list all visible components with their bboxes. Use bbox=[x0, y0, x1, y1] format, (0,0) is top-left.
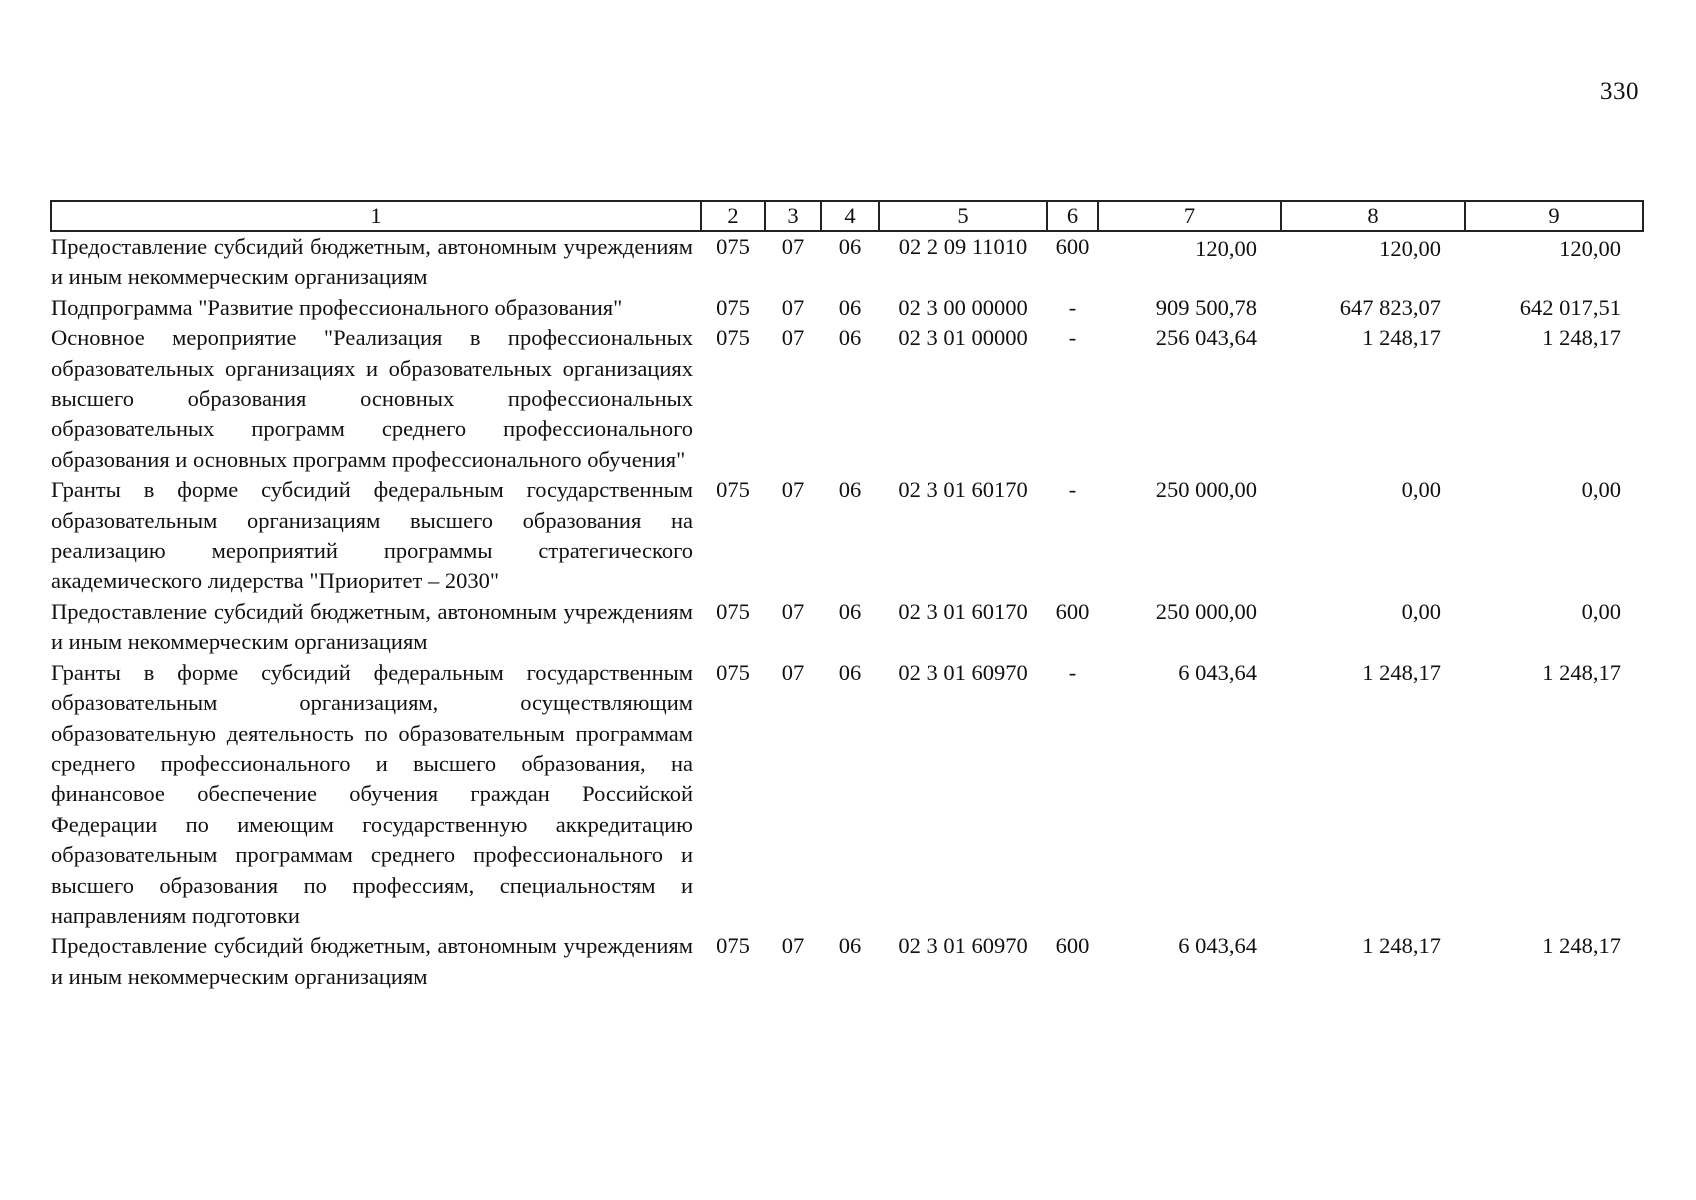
row-amount-col9: 1 248,17 bbox=[1542, 659, 1621, 685]
row-amount-col9: 120,00 bbox=[1559, 236, 1621, 261]
row-amount-col8: 0,00 bbox=[1401, 477, 1441, 503]
row-code-expense-type: - bbox=[1068, 294, 1077, 320]
row-code-section: 07 bbox=[781, 294, 805, 320]
row-name: Предоставление субсидий бюджетным, автономным учреждениям и иным некоммерческим организациям bbox=[51, 234, 693, 290]
row-amount-col8: 120,00 bbox=[1379, 236, 1441, 261]
budget-table bbox=[50, 200, 1644, 992]
table-row bbox=[51, 475, 1643, 597]
column-header-1: 1 bbox=[51, 201, 701, 231]
table-row bbox=[51, 323, 1643, 475]
row-code-subsection: 06 bbox=[838, 234, 862, 259]
row-amount-col9: 642 017,51 bbox=[1519, 294, 1621, 320]
row-code-section: 07 bbox=[781, 933, 805, 959]
row-amount-col7: 6 043,64 bbox=[1178, 659, 1257, 685]
row-name: Предоставление субсидий бюджетным, автономным учреждениям и иным некоммерческим организациям bbox=[51, 933, 693, 989]
column-header-8: 8 bbox=[1281, 201, 1465, 231]
row-code-ministry: 075 bbox=[716, 294, 750, 320]
table-row bbox=[51, 597, 1643, 658]
column-header-2: 2 bbox=[701, 201, 765, 231]
row-name: Основное мероприятие "Реализация в профессиональных образовательных организациях и образовательных организациях высшего образования основных профессиональных образовательных программ среднего профессионального образования и основных программ профессионального обучения" bbox=[51, 325, 693, 472]
row-amount-col7: 256 043,64 bbox=[1155, 325, 1257, 351]
row-code-ministry: 075 bbox=[716, 933, 750, 959]
column-header-4: 4 bbox=[821, 201, 879, 231]
table-row bbox=[51, 658, 1643, 932]
row-code-section: 07 bbox=[781, 659, 805, 685]
table-row bbox=[51, 931, 1643, 992]
row-amount-col9: 0,00 bbox=[1581, 598, 1621, 624]
row-code-section: 07 bbox=[781, 477, 805, 503]
row-code-subsection: 06 bbox=[838, 294, 862, 320]
row-code-subsection: 06 bbox=[838, 598, 862, 624]
row-code-subsection: 06 bbox=[838, 933, 862, 959]
row-amount-col9: 0,00 bbox=[1581, 477, 1621, 503]
row-code-ministry: 075 bbox=[716, 659, 750, 685]
row-code-ministry: 075 bbox=[716, 325, 750, 351]
row-amount-col7: 250 000,00 bbox=[1155, 598, 1257, 624]
row-name: Предоставление субсидий бюджетным, автономным учреждениям и иным некоммерческим организациям bbox=[51, 598, 693, 655]
row-amount-col7: 6 043,64 bbox=[1178, 933, 1257, 959]
row-amount-col8: 1 248,17 bbox=[1362, 325, 1441, 351]
column-header-6: 6 bbox=[1047, 201, 1098, 231]
row-code-target: 02 3 01 60970 bbox=[898, 659, 1028, 685]
row-code-target: 02 2 09 11010 bbox=[898, 234, 1028, 259]
row-code-expense-type: 600 bbox=[1055, 598, 1090, 624]
row-code-subsection: 06 bbox=[838, 325, 862, 351]
column-header-3: 3 bbox=[765, 201, 821, 231]
row-code-target: 02 3 00 00000 bbox=[898, 294, 1028, 320]
row-code-expense-type: - bbox=[1068, 477, 1077, 503]
row-amount-col9: 1 248,17 bbox=[1542, 933, 1621, 959]
row-code-section: 07 bbox=[781, 598, 805, 624]
row-name: Подпрограмма "Развитие профессионального образования" bbox=[51, 294, 623, 320]
row-code-target: 02 3 01 00000 bbox=[898, 325, 1028, 351]
row-amount-col8: 0,00 bbox=[1401, 598, 1441, 624]
row-code-expense-type: 600 bbox=[1055, 933, 1090, 959]
row-code-subsection: 06 bbox=[838, 477, 862, 503]
row-code-ministry: 075 bbox=[716, 477, 750, 503]
row-code-expense-type: - bbox=[1068, 325, 1077, 351]
row-code-target: 02 3 01 60970 bbox=[898, 933, 1028, 959]
row-code-expense-type: 600 bbox=[1055, 234, 1090, 259]
row-code-section: 07 bbox=[781, 234, 805, 259]
row-code-subsection: 06 bbox=[838, 659, 862, 685]
table-row bbox=[51, 293, 1643, 323]
row-amount-col7: 250 000,00 bbox=[1155, 477, 1257, 503]
row-amount-col8: 1 248,17 bbox=[1362, 933, 1441, 959]
row-amount-col7: 120,00 bbox=[1195, 236, 1257, 261]
row-code-ministry: 075 bbox=[716, 234, 750, 259]
row-name: Гранты в форме субсидий федеральным государственным образовательным организациям высшего образования на реализацию мероприятий программы стратегического академического лидерства "Приоритет – 2030" bbox=[51, 477, 693, 594]
row-code-target: 02 3 01 60170 bbox=[898, 598, 1028, 624]
row-code-section: 07 bbox=[781, 325, 805, 351]
table-row bbox=[51, 231, 1643, 293]
row-code-ministry: 075 bbox=[716, 598, 750, 624]
row-amount-col8: 647 823,07 bbox=[1339, 294, 1441, 320]
column-header-7: 7 bbox=[1098, 201, 1281, 231]
page-number: 330 bbox=[1600, 78, 1639, 105]
row-code-expense-type: - bbox=[1068, 659, 1077, 685]
row-name: Гранты в форме субсидий федеральным государственным образовательным организациям, осуществляющим образовательную деятельность по образовательным программам среднего профессионального и высшего образования, на финансовое обеспечение обучения граждан Российской Федерации по имеющим государственную аккредитацию образовательным программам среднего профессионального и высшего образования по профессиям, специальностям и направлениям подготовки bbox=[51, 659, 693, 928]
table-header-row bbox=[51, 201, 1643, 231]
column-header-9: 9 bbox=[1465, 201, 1643, 231]
row-amount-col7: 909 500,78 bbox=[1155, 294, 1257, 320]
row-amount-col9: 1 248,17 bbox=[1542, 325, 1621, 351]
row-amount-col8: 1 248,17 bbox=[1362, 659, 1441, 685]
row-code-target: 02 3 01 60170 bbox=[898, 477, 1028, 503]
column-header-5: 5 bbox=[879, 201, 1047, 231]
